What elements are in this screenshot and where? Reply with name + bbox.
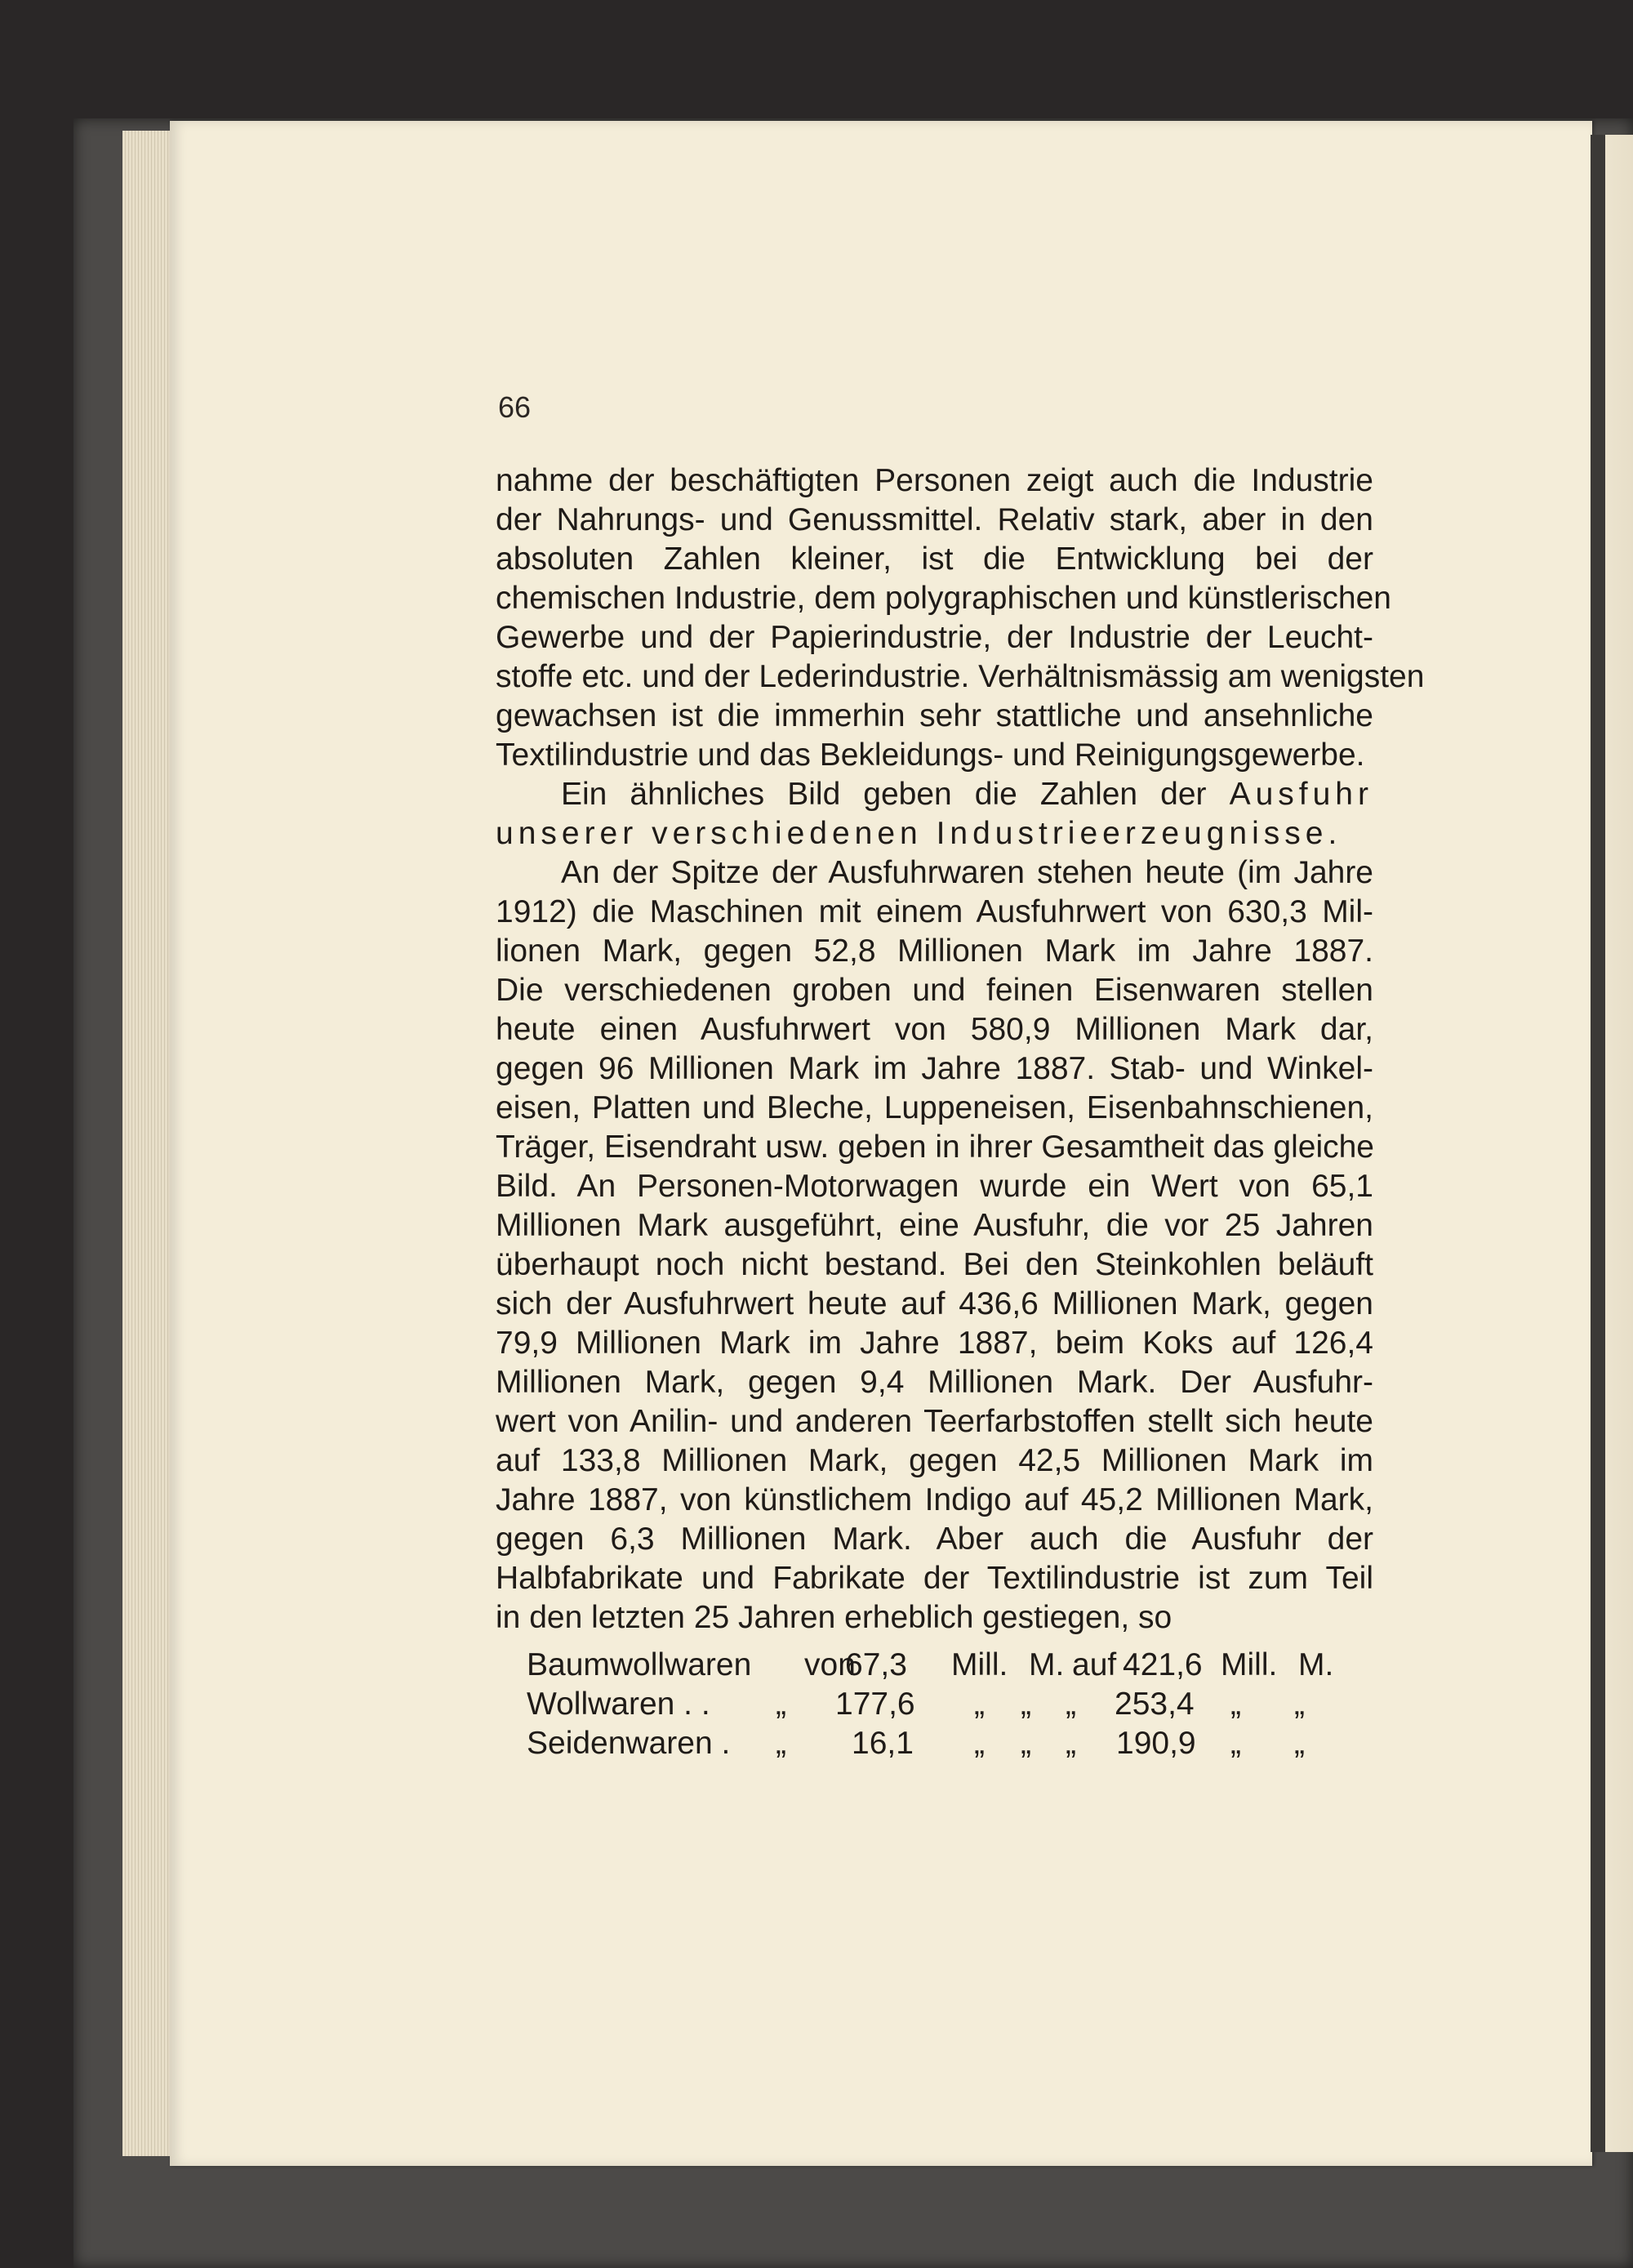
text-line: eisen, Platten und Bleche, Luppeneisen, Eisenbahnschienen,: [496, 1090, 1373, 1125]
text-line: chemischen Industrie, dem polygraphischen und künstlerischen: [496, 581, 1391, 616]
table-cell-value-1912: 190,9: [1116, 1726, 1196, 1761]
text-line: An der Spitze der Ausfuhrwaren stehen heute (im Jahre: [561, 855, 1373, 890]
text-line: absoluten Zahlen kleiner, ist die Entwicklung bei der: [496, 541, 1373, 577]
text-line: überhaupt noch nicht bestand. Bei den Steinkohlen beläuft: [496, 1247, 1373, 1282]
table-cell-unit: „: [974, 1687, 985, 1722]
text-line: Bild. An Personen-Motorwagen wurde ein Wert von 65,1: [496, 1169, 1373, 1204]
text-line: 1912) die Maschinen mit einem Ausfuhrwert von 630,3 Mil-: [496, 894, 1373, 929]
text-line: der Nahrungs- und Genussmittel. Relativ stark, aber in den: [496, 502, 1373, 537]
table-cell-value-1887: 177,6: [835, 1687, 915, 1722]
text-line: gegen 96 Millionen Mark im Jahre 1887. Stab- und Winkel-: [496, 1051, 1373, 1086]
text-line: Millionen Mark, gegen 9,4 Millionen Mark. Der Ausfuhr-: [496, 1365, 1373, 1400]
table-cell-auf: „: [1066, 1726, 1076, 1761]
text-line: lionen Mark, gegen 52,8 Millionen Mark im Jahre 1887.: [496, 933, 1373, 969]
table-cell-name: Wollwaren . .: [527, 1687, 710, 1722]
text-line: stoffe etc. und der Lederindustrie. Verhältnismässig am wenigsten: [496, 659, 1425, 694]
table-cell-unit: M.: [1029, 1647, 1065, 1682]
text-line: heute einen Ausfuhrwert von 580,9 Millionen Mark dar,: [496, 1012, 1373, 1047]
table-cell-unit: „: [1230, 1726, 1241, 1761]
table-cell-unit: Mill.: [951, 1647, 1008, 1682]
table-cell-name: Seidenwaren .: [527, 1726, 731, 1761]
paragraph-2-first-line: [496, 775, 1373, 814]
table-cell-unit: „: [1294, 1726, 1305, 1761]
table-cell-von: „: [776, 1726, 786, 1761]
table-cell-value-1912: 253,4: [1115, 1687, 1195, 1722]
text-line: Jahre 1887, von künstlichem Indigo auf 45,2 Millionen Mark,: [496, 1482, 1373, 1517]
text-line: nahme der beschäftigten Personen zeigt auch die Industrie: [496, 463, 1373, 498]
table-cell-unit: „: [1230, 1687, 1241, 1722]
table-cell-von: „: [776, 1687, 786, 1722]
table-cell-value-1887: 16,1: [852, 1726, 914, 1761]
text-line: auf 133,8 Millionen Mark, gegen 42,5 Millionen Mark im: [496, 1443, 1373, 1478]
text-line: sich der Ausfuhrwert heute auf 436,6 Millionen Mark, gegen: [496, 1286, 1373, 1321]
text-line: Träger, Eisendraht usw. geben in ihrer Gesamtheit das gleiche: [496, 1130, 1374, 1165]
text-line: in den letzten 25 Jahren erheblich gestiegen, so: [496, 1600, 1172, 1635]
table-cell-unit: „: [1021, 1726, 1031, 1761]
table-cell-von: von: [804, 1647, 856, 1682]
emphasis-spaced: Ausfuhr: [1229, 777, 1373, 812]
table-cell-unit: M.: [1298, 1647, 1334, 1682]
table-cell-unit: „: [1021, 1687, 1031, 1722]
table-cell-value-1887: 67,3: [845, 1647, 907, 1682]
table-cell-unit: „: [974, 1726, 985, 1761]
table-cell-value-1912: 421,6: [1123, 1647, 1203, 1682]
table-row: [527, 1646, 1376, 1685]
text-line: wert von Anilin- und anderen Teerfarbstoffen stellt sich heute: [496, 1404, 1373, 1439]
table-row: [527, 1724, 1376, 1763]
text-span: Ein ähnliches Bild geben die Zahlen der: [561, 777, 1207, 812]
text-line: Die verschiedenen groben und feinen Eisenwaren stellen: [496, 973, 1373, 1008]
export-table: [527, 1646, 1376, 1763]
text-line: gegen 6,3 Millionen Mark. Aber auch die Ausfuhr der: [496, 1522, 1373, 1557]
text-line: Millionen Mark ausgeführt, eine Ausfuhr, die vor 25 Jahren: [496, 1208, 1373, 1243]
table-row: [527, 1685, 1376, 1724]
text-line: Gewerbe und der Papierindustrie, der Industrie der Leucht-: [496, 620, 1373, 655]
table-cell-unit: „: [1294, 1687, 1305, 1722]
table-cell-name: Baumwollwaren: [527, 1647, 752, 1682]
text-line: 79,9 Millionen Mark im Jahre 1887, beim Koks auf 126,4: [496, 1326, 1373, 1361]
table-cell-unit: Mill.: [1221, 1647, 1278, 1682]
table-cell-auf: „: [1066, 1687, 1076, 1722]
text-line: Halbfabrikate und Fabrikate der Textilindustrie ist zum Teil: [496, 1561, 1373, 1596]
body-text: [496, 461, 1425, 1638]
table-cell-auf: auf: [1072, 1647, 1117, 1682]
text-line: Textilindustrie und das Bekleidungs- und Reinigungsgewerbe.: [496, 737, 1365, 773]
emphasis-spaced-line: unserer verschiedenen Industrieerzeugnisse.: [496, 816, 1342, 851]
next-page-edge: [1591, 135, 1633, 2152]
text-line: gewachsen ist die immerhin sehr stattliche und ansehnliche: [496, 698, 1373, 733]
page-number: 66: [498, 390, 532, 424]
